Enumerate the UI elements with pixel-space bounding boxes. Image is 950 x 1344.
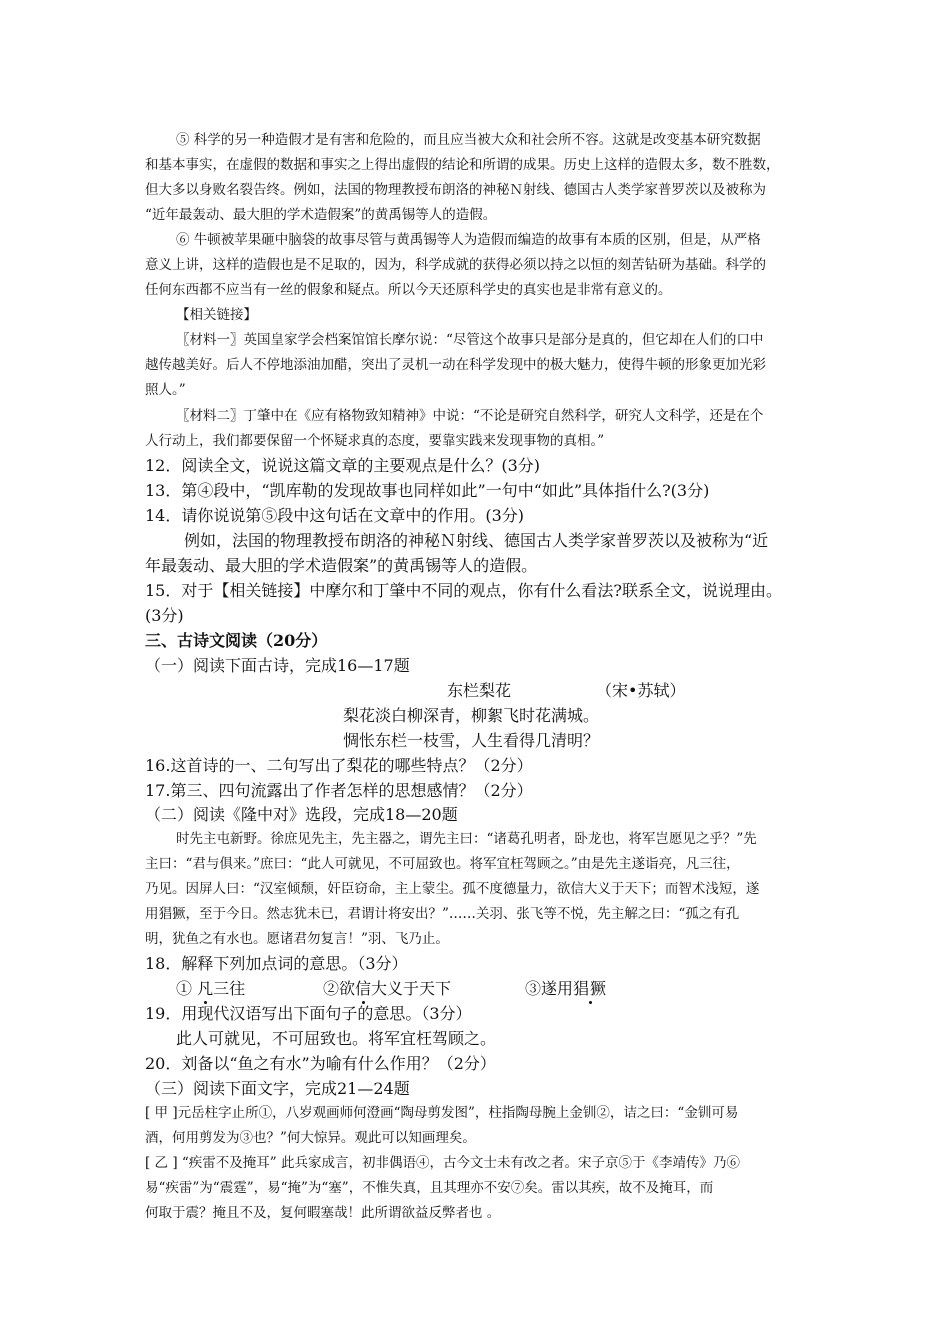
longzhong-line-5: 明，犹鱼之有水也。愿诸君勿复言！”羽、飞乃止。 — [145, 931, 449, 947]
material-1-line-3: 照人。” — [145, 382, 186, 398]
dotted-word-fan: 凡 — [197, 979, 214, 998]
part-3-heading: （三）阅读下面文字，完成21—24题 — [145, 1079, 410, 1098]
part-2-heading: （二）阅读《隆中对》选段，完成18—20题 — [145, 805, 458, 824]
question-15-line-2: (3分) — [145, 606, 184, 625]
paragraph-5-line-1: ⑤ 科学的另一种造假才是有害和危险的，而且应当被大众和社会所不容。这就是改变基本研究数据 — [176, 132, 761, 148]
poem-title: 东栏梨花 — [447, 681, 512, 700]
poem-line-1: 梨花淡白柳深青，柳絮飞时花满城。 — [343, 706, 600, 725]
question-19-quote: 此人可就见，不可屈致也。将军宜枉驾顾之。 — [176, 1029, 497, 1048]
longzhong-line-3: 乃见。因屏人曰：“汉室倾颓，奸臣窃命，主上蒙尘。孤不度德量力，欲信大义于天下；而智术浅短，遂 — [145, 881, 760, 897]
material-1-line-1: 〖材料一〗英国皇家学会档案馆馆长摩尔说：“尽管这个故事只是部分是真的，但它却在人们的口中 — [176, 332, 764, 348]
dotted-word-changjue: 猖獗 — [573, 979, 608, 998]
material-1-line-2: 越传越美好。后人不停地添油加醋，突出了灵机一动在科学发现中的极大魅力，使得牛顿的形象更加光彩 — [145, 357, 766, 373]
question-18-item-2: ②欲信大义于天下 — [323, 979, 452, 998]
passage-yi-line-1: [ 乙 ] “疾雷不及掩耳” 此兵家成言，初非偶语④，古今文士未有改之者。宋子京⑤于《李靖传》乃⑥ — [145, 1155, 741, 1171]
passage-jia-line-1: [ 甲 ]元岳柱字止所①，八岁观画师何澄画“陶母剪发图”，柱指陶母腕上金钏②，诘之曰：“金钏可易 — [145, 1105, 739, 1121]
question-14-quote-line-2: 年最轰动、最大胆的学术造假案”的黄禹锡等人的造假。 — [145, 556, 538, 575]
paragraph-5-line-2: 和基本事实，在虚假的数据和事实之上得出虚假的结论和所谓的成果。历史上这样的造假太多，数不胜数， — [145, 157, 780, 173]
related-links-heading: 【相关链接】 — [176, 307, 257, 323]
paragraph-6-line-1: ⑥ 牛顿被苹果砸中脑袋的故事尽管与黄禹锡等人为造假而编造的故事有本质的区别，但是，从严格 — [176, 232, 761, 248]
paragraph-5-line-3: 但大多以身败名裂告终。例如，法国的物理教授布朗洛的神秘Ｎ射线、德国古人类学家普罗茨以及被称为 — [145, 182, 766, 198]
question-18: 18．解释下列加点词的意思。（3分） — [145, 954, 408, 973]
material-2-line-1: 〖材料二〗丁肇中在《应有格物致知精神》中说：“不论是研究自然科学，研究人文科学，还是在个 — [176, 408, 764, 424]
poem-line-2: 惆怅东栏一枝雪，人生看得几清明？ — [343, 731, 600, 750]
part-1-heading: （一）阅读下面古诗，完成16—17题 — [145, 656, 410, 675]
longzhong-line-4: 用猖獗，至于今日。然志犹未已，君谓计将安出？”……关羽、张飞等不悦，先主解之曰：“孤之有孔 — [145, 906, 740, 922]
paragraph-6-line-3: 任何东西都不应当有一丝的假象和疑点。所以今天还原科学史的真实也是非常有意义的。 — [145, 282, 672, 298]
paragraph-5-line-4: “近年最轰动、最大胆的学术造假案”的黄禹锡等人的造假。 — [145, 207, 497, 223]
section-3-heading: 三、古诗文阅读（20分） — [145, 631, 328, 650]
question-13: 13．第④段中，“凯库勒的发现故事也同样如此”一句中“如此”具体指什么?(3分) — [145, 481, 710, 500]
question-19: 19．用现代汉语写出下面句子的意思。（3分） — [145, 1004, 472, 1023]
passage-jia-line-2: 酒，何用剪发为③也？”何大惊异。观此可以知画理矣。 — [145, 1130, 476, 1146]
longzhong-line-1: 时先主屯新野。徐庶见先主，先主器之，谓先主曰：“诸葛孔明者，卧龙也，将军岂愿见之乎？”先 — [176, 831, 757, 847]
passage-yi-line-3: 何取于震？掩且不及，复何暇塞哉！此所谓欲益反弊者也 。 — [145, 1205, 501, 1221]
material-2-line-2: 人行动上，我们都要保留一个怀疑求真的态度，要靠实践来发现事物的真相。” — [145, 433, 605, 449]
question-18-item-3: ③遂用猖獗 — [525, 979, 608, 998]
question-16: 16.这首诗的一、二句写出了梨花的哪些特点？（2分） — [145, 756, 533, 775]
question-15-line-1: 15．对于【相关链接】中摩尔和丁肇中不同的观点，你有什么看法?联系全文，说说理由。 — [145, 581, 782, 600]
paragraph-6-line-2: 意义上讲，这样的造假也是不足取的，因为，科学成就的获得必须以持之以恒的刻苦钻研为基础。科学的 — [145, 257, 766, 273]
question-17: 17.第三、四句流露出了作者怎样的思想感情？（2分） — [145, 781, 533, 800]
question-20: 20．刘备以“鱼之有水”为喻有什么作用？（2分） — [145, 1054, 496, 1073]
dotted-word-xin: 信 — [355, 979, 372, 998]
passage-yi-line-2: 易“疾雷”为“震霆”，易“掩”为“塞”，不惟失真，且其理亦不安⑦矣。雷以其疾，故不及掩耳，而 — [145, 1180, 714, 1196]
longzhong-line-2: 主曰：“君与俱来。”庶曰：“此人可就见，不可屈致也。将军宜枉驾顾之。”由是先主遂诣亮，凡三往， — [145, 856, 740, 872]
question-14: 14．请你说说第⑤段中这句话在文章中的作用。(3分) — [145, 506, 525, 525]
poem-author: （宋•苏轼） — [596, 681, 686, 700]
question-18-item-1: ① 凡三往 — [176, 979, 246, 998]
question-14-quote-line-1: 例如，法国的物理教授布朗洛的神秘Ｎ射线、德国古人类学家普罗茨以及被称为“近 — [184, 531, 769, 550]
question-12: 12．阅读全文，说说这篇文章的主要观点是什么？(3分) — [145, 456, 541, 475]
